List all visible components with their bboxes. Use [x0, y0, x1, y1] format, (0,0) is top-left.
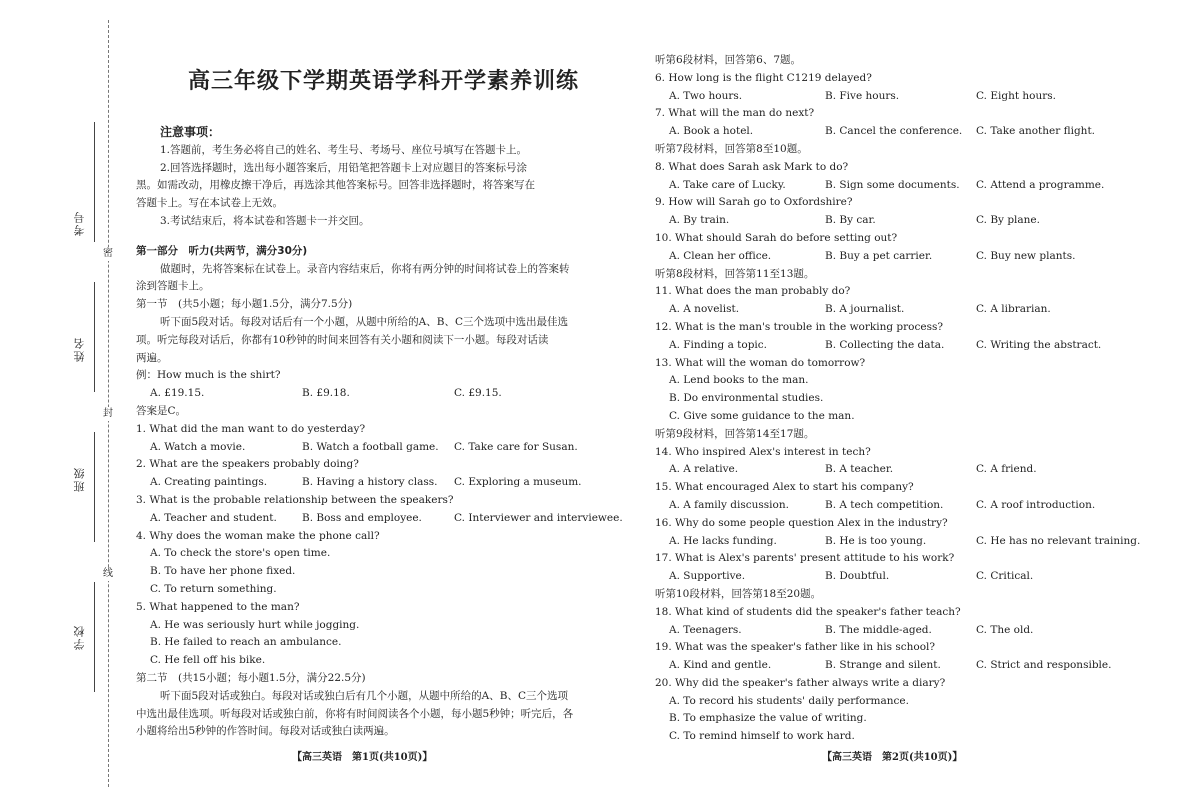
option-c: C. By plane. — [976, 214, 1040, 227]
question-6-options — [655, 88, 1175, 106]
option-c: C. Buy new plants. — [976, 249, 1076, 262]
page-1-footer: 【高三英语 第1页(共10页)】 — [292, 752, 433, 763]
option-a: A. Creating paintings. — [150, 476, 268, 489]
question-7: 7. What will the man do next? — [655, 107, 815, 120]
part1-intro-line: 涂到答题卡上。 — [136, 280, 210, 293]
option-c: C. Exploring a museum. — [454, 476, 582, 489]
option-b: B. Watch a football game. — [302, 440, 439, 453]
option-a: A. A family discussion. — [669, 498, 789, 511]
name-label: 姓名 — [73, 336, 86, 362]
question-12-options — [655, 337, 1175, 355]
option-a: A. Teacher and student. — [150, 511, 277, 524]
option-c: C. Writing the abstract. — [976, 338, 1102, 351]
option-b: B. Strange and silent. — [825, 659, 941, 672]
option-a: A. Take care of Lucky. — [669, 178, 786, 191]
option-a: A. A novelist. — [669, 303, 740, 316]
section1-intro-line: 两遍。 — [136, 351, 168, 364]
material-7-heading: 听第7段材料，回答第8至10题。 — [655, 142, 808, 155]
option-c: C. Eight hours. — [976, 89, 1056, 102]
example-options — [136, 385, 618, 403]
seal-mark-xian: 线 — [103, 568, 113, 579]
question-17: 17. What is Alex's parents' present attitude to his work? — [655, 552, 955, 565]
section1-heading: 第一节 (共5小题；每小题1.5分，满分7.5分) — [136, 298, 353, 311]
seal-mark-mi: 密 — [103, 248, 113, 259]
question-3-options — [136, 510, 623, 528]
question-13: 13. What will the woman do tomorrow? — [655, 356, 866, 369]
option-b: B. Collecting the data. — [825, 338, 945, 351]
option-a: A. By train. — [669, 214, 730, 227]
material-10-heading: 听第10段材料，回答第18至20题。 — [655, 587, 822, 600]
option-c: C. A roof introduction. — [976, 498, 1096, 511]
option-c: C. Give some guidance to the man. — [669, 409, 855, 422]
option-c: C. Take care for Susan. — [454, 440, 578, 453]
question-10-options — [655, 248, 1175, 266]
notice-line: 黑。如需改动，用橡皮擦干净后，再选涂其他答案标号。回答非选择题时，将答案写在 — [136, 179, 535, 192]
question-15-options — [655, 497, 1175, 515]
option-b: B. Five hours. — [825, 89, 900, 102]
question-7-options — [655, 123, 1175, 141]
option-b: B. £9.18. — [302, 387, 350, 400]
option-b: B. He is too young. — [825, 534, 927, 547]
question-1-options — [136, 439, 618, 457]
seal-dashed-line — [108, 20, 109, 787]
question-14-options — [655, 461, 1175, 479]
option-b: B. Having a history class. — [302, 476, 438, 489]
option-a: A. To record his students' daily performance. — [669, 694, 909, 707]
option-b: B. The middle-aged. — [825, 623, 932, 636]
option-b: B. A journalist. — [825, 303, 905, 316]
question-16-options — [655, 533, 1175, 551]
material-6-heading: 听第6段材料，回答第6、7题。 — [655, 54, 802, 66]
part1-intro-line: 做题时，先将答案标在试卷上。录音内容结束后，你将有两分钟的时间将试卷上的答案转 — [160, 262, 570, 275]
section2-intro-line: 中选出最佳选项。听每段对话或独白前，你将有时间阅读各个小题，每小题5秒钟；听完后，各 — [136, 707, 574, 720]
option-c: C. To return something. — [150, 582, 277, 595]
question-2: 2. What are the speakers probably doing? — [136, 458, 359, 471]
notice-line: 答题卡上。写在本试卷上无效。 — [136, 197, 283, 210]
question-20: 20. Why did the speaker's father always write a diary? — [655, 676, 946, 689]
option-a: A. Book a hotel. — [669, 125, 754, 138]
option-c: C. Take another flight. — [976, 125, 1095, 138]
section2-intro-line: 小题将给出5秒钟的作答时间。每段对话或独白读两遍。 — [136, 725, 395, 738]
question-18-options — [655, 622, 1175, 640]
question-10: 10. What should Sarah do before setting out? — [655, 231, 898, 244]
binding-margin — [0, 0, 130, 807]
part1-heading: 第一部分 听力(共两节，满分30分) — [136, 244, 308, 257]
option-a: A. Lend books to the man. — [669, 374, 809, 387]
option-a: A. Watch a movie. — [150, 440, 246, 453]
seal-mark-feng: 封 — [103, 408, 113, 419]
option-b: B. Doubtful. — [825, 570, 890, 583]
option-a: A. Finding a topic. — [669, 338, 768, 351]
example-answer: 答案是C。 — [136, 404, 187, 417]
option-a: A. £19.15. — [150, 387, 205, 400]
question-15: 15. What encouraged Alex to start his company? — [655, 481, 914, 494]
option-b: B. Do environmental studies. — [669, 392, 824, 405]
question-19-options — [655, 657, 1175, 675]
option-b: B. A tech competition. — [825, 498, 944, 511]
exam-number-line — [94, 122, 95, 242]
notice-heading: 注意事项： — [160, 125, 221, 139]
option-c: C. Attend a programme. — [976, 178, 1105, 191]
notice-line: 2.回答选择题时，选出每小题答案后，用铅笔把答题卡上对应题目的答案标号涂 — [160, 161, 528, 174]
page-2-column — [655, 52, 1175, 746]
question-9-options — [655, 212, 1175, 230]
question-11-options — [655, 301, 1175, 319]
option-a: A. Teenagers. — [669, 623, 742, 636]
question-5: 5. What happened to the man? — [136, 600, 300, 613]
option-a: A. Two hours. — [669, 89, 743, 102]
question-11: 11. What does the man probably do? — [655, 285, 851, 298]
question-17-options — [655, 568, 1175, 586]
class-label: 班级 — [73, 466, 86, 492]
question-8: 8. What does Sarah ask Mark to do? — [655, 160, 849, 173]
question-1: 1. What did the man want to do yesterday? — [136, 422, 366, 435]
exam-title: 高三年级下学期英语学科开学素养训练 — [188, 69, 580, 94]
option-a: A. A relative. — [669, 463, 739, 476]
section1-intro-line: 听下面5段对话。每段对话后有一个小题，从题中所给的A、B、C三个选项中选出最佳选 — [160, 315, 569, 328]
question-4: 4. Why does the woman make the phone call? — [136, 529, 380, 542]
option-a: A. He was seriously hurt while jogging. — [150, 618, 360, 631]
section2-heading: 第二节 (共15小题；每小题1.5分，满分22.5分) — [136, 671, 366, 684]
question-16: 16. Why do some people question Alex in the industry? — [655, 516, 948, 529]
material-9-heading: 听第9段材料，回答第14至17题。 — [655, 427, 815, 440]
question-19: 19. What was the speaker's father like in his school? — [655, 641, 936, 654]
option-b: B. To emphasize the value of writing. — [669, 712, 867, 725]
section1-intro-line: 项。听完每段对话后，你都有10秒钟的时间来回答有关小题和阅读下一小题。每段对话读 — [136, 333, 549, 346]
page-2-footer: 【高三英语 第2页(共10页)】 — [822, 752, 963, 763]
option-a: A. Supportive. — [669, 570, 746, 583]
option-c: C. He fell off his bike. — [150, 654, 266, 667]
option-c: C. The old. — [976, 623, 1034, 636]
question-2-options — [136, 474, 618, 492]
question-3: 3. What is the probable relationship between the speakers? — [136, 493, 454, 506]
option-a: A. To check the store's open time. — [150, 547, 331, 560]
option-c: C. A librarian. — [976, 303, 1051, 316]
option-c: C. £9.15. — [454, 387, 502, 400]
notice-line: 1.答题前，考生务必将自己的姓名、考生号、考场号、座位号填写在答题卡上。 — [160, 143, 528, 156]
page-1-column — [136, 124, 623, 741]
option-c: C. Strict and responsible. — [976, 659, 1112, 672]
option-b: B. Sign some documents. — [825, 178, 960, 191]
option-b: B. He failed to reach an ambulance. — [150, 636, 342, 649]
question-9: 9. How will Sarah go to Oxfordshire? — [655, 196, 853, 209]
option-a: A. Clean her office. — [669, 249, 772, 262]
question-8-options — [655, 177, 1175, 195]
option-a: A. He lacks funding. — [669, 534, 777, 547]
notice-line: 3.考试结束后，将本试卷和答题卡一并交回。 — [160, 214, 370, 227]
option-c: C. To remind himself to work hard. — [669, 730, 855, 743]
option-b: B. Cancel the conference. — [825, 125, 963, 138]
question-18: 18. What kind of students did the speaker's father teach? — [655, 605, 961, 618]
question-14: 14. Who inspired Alex's interest in tech? — [655, 445, 871, 458]
option-a: A. Kind and gentle. — [669, 659, 772, 672]
section2-intro-line: 听下面5段对话或独白。每段对话或独白后有几个小题，从题中所给的A、B、C三个选项 — [160, 689, 569, 702]
option-b: B. To have her phone fixed. — [150, 565, 296, 578]
option-b: B. Boss and employee. — [302, 511, 422, 524]
name-line — [94, 282, 95, 392]
option-c: C. A friend. — [976, 463, 1037, 476]
class-line — [94, 432, 95, 542]
exam-number-label: 考号 — [73, 210, 86, 236]
option-c: C. Interviewer and interviewee. — [454, 511, 623, 524]
option-c: C. He has no relevant training. — [976, 534, 1141, 547]
question-6: 6. How long is the flight C1219 delayed? — [655, 71, 872, 84]
example-question: 例：How much is the shirt? — [136, 369, 281, 382]
option-b: B. A teacher. — [825, 463, 894, 476]
school-line — [94, 582, 95, 692]
option-b: B. Buy a pet carrier. — [825, 249, 933, 262]
question-12: 12. What is the man's trouble in the working process? — [655, 320, 943, 333]
school-label: 学校 — [73, 624, 86, 650]
option-b: B. By car. — [825, 214, 876, 227]
material-8-heading: 听第8段材料，回答第11至13题。 — [655, 267, 815, 280]
option-c: C. Critical. — [976, 570, 1034, 583]
